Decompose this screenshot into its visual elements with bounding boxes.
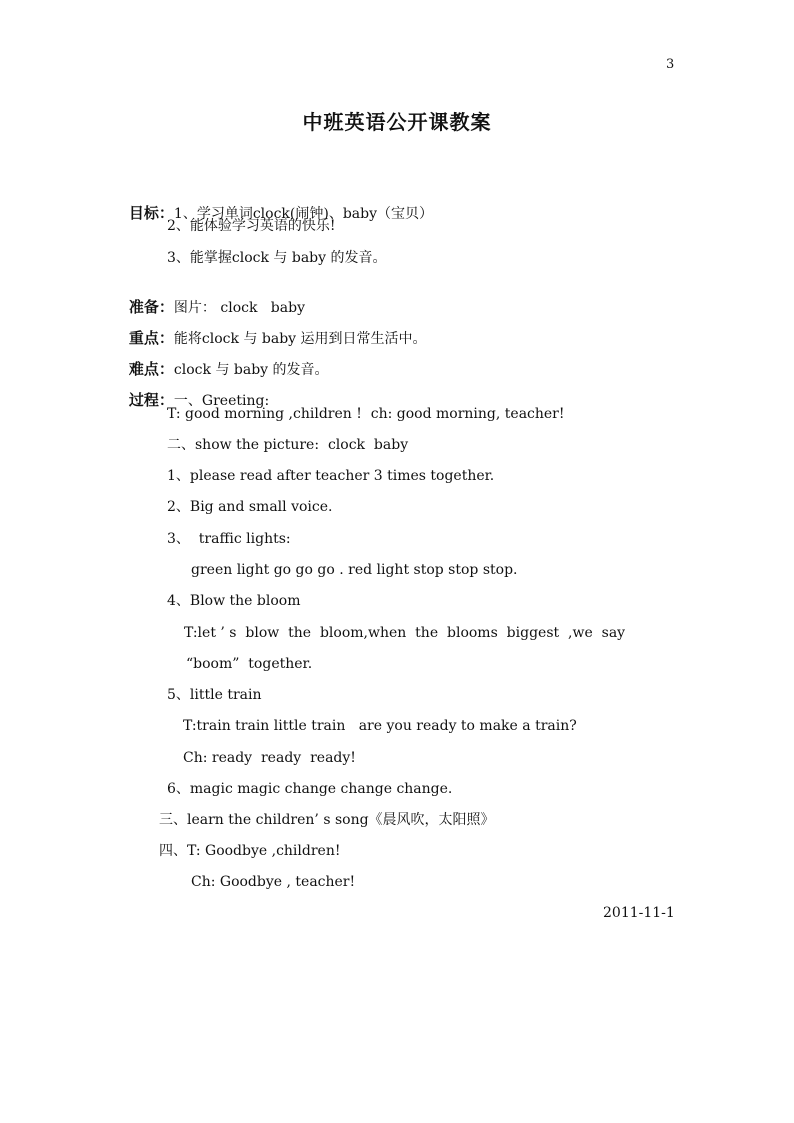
- process-line: 3、 traffic lights:: [167, 531, 291, 547]
- preparation-label: 准备：: [128, 298, 174, 316]
- process-line: T:train train little train are you ready to make a train?: [183, 718, 577, 734]
- process-line: 6、magic magic change change change.: [167, 781, 453, 797]
- process-line: green light go go go . red light stop stop stop.: [191, 562, 518, 578]
- objectives-label: 目标：: [128, 204, 174, 222]
- difficulty-text: clock 与 baby 的发音。: [173, 362, 329, 378]
- document-date: 2011-11-1: [603, 905, 675, 921]
- process-line: Ch: ready ready ready!: [183, 750, 356, 766]
- process-line: Ch: Goodbye , teacher!: [191, 874, 356, 890]
- objective-item: 2、能体验学习英语的快乐!: [167, 218, 336, 234]
- process-line: T:let ’ s blow the bloom,when the blooms biggest ,we say: [184, 625, 626, 641]
- page-number: 3: [666, 57, 675, 72]
- objective-item: 3、能掌握clock 与 baby 的发音。: [167, 250, 387, 266]
- objective-item: 1、学习单词clock(闹钟)、baby（宝贝）: [173, 206, 434, 222]
- process-line: T: good morning ,children ! ch: good morning, teacher!: [167, 406, 565, 422]
- process-label: 过程：: [128, 391, 174, 409]
- process-line: “boom” together.: [186, 656, 313, 672]
- process-line: 1、please read after teacher 3 times together.: [167, 468, 495, 484]
- process-line: 4、Blow the bloom: [167, 593, 301, 609]
- process-line: 2、Big and small voice.: [167, 499, 333, 515]
- process-line: 二、show the picture: clock baby: [167, 437, 409, 453]
- document-title: 中班英语公开课教案: [302, 110, 492, 134]
- process-line: 四、T: Goodbye ,children!: [159, 843, 341, 859]
- difficulty-label: 难点：: [128, 360, 174, 378]
- process-line: 三、learn the children’ s song《晨风吹，太阳照》: [159, 812, 495, 828]
- key-point-label: 重点：: [128, 329, 174, 347]
- preparation-text: 图片： clock baby: [173, 300, 305, 316]
- process-greeting: 一、Greeting:: [173, 393, 270, 409]
- key-point-text: 能将clock 与 baby 运用到日常生活中。: [173, 331, 427, 347]
- process-line: 5、little train: [167, 687, 262, 703]
